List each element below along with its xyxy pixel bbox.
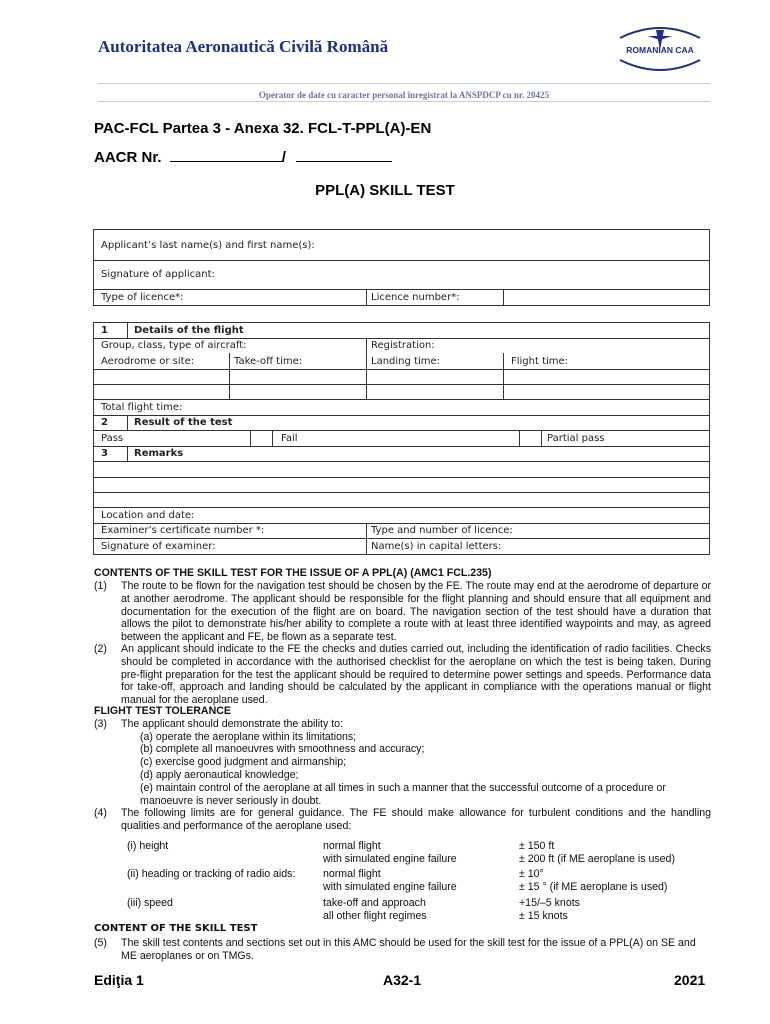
takeoff-time-header: Take-off time: — [234, 356, 303, 367]
limit-value: ± 200 ft (if ME aeroplane is used) — [519, 853, 675, 865]
total-flight-time-field[interactable]: Total flight time: — [101, 402, 183, 413]
aacr-number-row — [94, 147, 392, 166]
licence-type-number-field[interactable]: Type and number of licence: — [371, 525, 513, 536]
location-date-field[interactable]: Location and date: — [101, 510, 195, 521]
ability-item: (c) exercise good judgment and airmanship; — [140, 756, 347, 768]
section-1-title: Details of the flight — [134, 325, 244, 336]
limit-value: ± 15 ° (if ME aeroplane is used) — [519, 881, 668, 893]
operator-note: Operator de date cu caracter personal înregistrat la ANSPDCP cu nr. 20425 — [258, 90, 550, 100]
para-1-number: (1) — [94, 580, 107, 592]
section-2-number: 2 — [101, 417, 108, 428]
limit-condition: with simulated engine failure — [323, 853, 457, 865]
caa-emblem-icon — [608, 20, 712, 76]
header-divider — [98, 83, 710, 84]
limit-value: +15/–5 knots — [519, 897, 580, 909]
aacr-label: AACR Nr. — [94, 149, 162, 166]
contents-heading: CONTENTS OF THE SKILL TEST FOR THE ISSUE OF A PPL(A) (AMC1 FCL.235) — [94, 567, 492, 579]
limit-condition: all other flight regimes — [323, 910, 427, 922]
document-reference: PAC-FCL Partea 3 - Anexa 32. FCL-T-PPL(A)-EN — [94, 120, 432, 137]
ability-item: (b) complete all manoeuvres with smoothness and accuracy; — [140, 743, 425, 755]
limit-condition: take-off and approach — [323, 897, 426, 909]
para-1: The route to be flown for the navigation test should be chosen by the FE. The route may end at the aerodrome of departure or at another aerodrome. The applicant should be responsible for the flight planning and should ensure that all equipment and documentation for the execution of the flight are on board. The navigation section of the test should have a duration that allows the pilot to demonstrate his/her ability to complete a route with at least three identified waypoints and may, as agreed between the applicant and FE, be flown as a separate test. — [121, 580, 711, 644]
para-5-number: (5) — [94, 937, 107, 949]
authority-name: Autoritatea Aeronautică Civilă Română — [98, 37, 389, 56]
landing-time-header: Landing time: — [371, 356, 440, 367]
limit-parameter: (ii) heading or tracking of radio aids: — [127, 868, 296, 880]
aacr-number-field[interactable] — [170, 147, 282, 162]
flight-time-header: Flight time: — [511, 356, 569, 367]
limit-value: ± 10° — [519, 868, 544, 880]
ability-item: (a) operate the aeroplane within its limitations; — [140, 731, 357, 743]
aacr-year-field[interactable] — [296, 147, 392, 162]
pass-checkbox[interactable] — [251, 431, 272, 446]
licence-type-field[interactable]: Type of licence*: — [101, 292, 184, 303]
para-3: The applicant should demonstrate the ability to: — [121, 718, 344, 730]
tolerance-heading: FLIGHT TEST TOLERANCE — [94, 705, 231, 717]
para-4: The following limits are for general guidance. The FE should make allowance for turbulent conditions and the handling qualities and performance of the aeroplane used: — [121, 807, 711, 832]
para-2: An applicant should indicate to the FE the checks and duties carried out, including the identification of radio facilities. Checks should be completed in accordance with the authorised checklist for the aeroplane on which the test is being taken. During pre-flight preparation for the test the applicant should be required to determine power settings and speeds. Performance data for take-off, approach and landing should be calculated by the applicant in compliance with the operations manual or flight manual for the aeroplane used. — [121, 643, 711, 707]
page-title: PPL(A) SKILL TEST — [315, 182, 455, 199]
limit-condition: normal flight — [323, 868, 381, 880]
year: 2021 — [674, 972, 706, 988]
para-3-number: (3) — [94, 718, 107, 730]
header-divider — [98, 101, 710, 102]
page-number: A32-1 — [383, 972, 422, 988]
limit-value: ± 150 ft — [519, 840, 555, 852]
fail-checkbox[interactable] — [520, 431, 541, 446]
fail-label: Fail — [281, 433, 298, 444]
licence-number-input[interactable] — [504, 290, 709, 305]
partial-pass-label: Partial pass — [547, 433, 605, 444]
section-1-number: 1 — [101, 325, 108, 336]
pass-label: Pass — [101, 433, 124, 444]
para-4-number: (4) — [94, 807, 107, 819]
ability-item: (e) maintain control of the aeroplane at all times in such a manner that the successful outcome of a procedure or manoeuvre is never seriously in doubt. — [140, 782, 666, 807]
applicant-signature-field[interactable]: Signature of applicant: — [101, 269, 215, 280]
limit-parameter: (i) height — [127, 840, 169, 852]
remarks-field[interactable] — [94, 462, 709, 507]
aircraft-group-field[interactable]: Group, class, type of aircraft: — [101, 340, 247, 351]
capital-names-field[interactable]: Name(s) in capital letters: — [371, 541, 502, 552]
para-2-number: (2) — [94, 643, 107, 655]
examiner-signature-field[interactable]: Signature of examiner: — [101, 541, 216, 552]
flight-log-rows[interactable] — [94, 370, 709, 399]
section-3-title: Remarks — [134, 448, 184, 459]
aacr-separator: / — [281, 149, 286, 166]
section-3-number: 3 — [101, 448, 108, 459]
section-2-title: Result of the test — [134, 417, 233, 428]
aerodrome-header: Aerodrome or site: — [101, 356, 195, 367]
logo-text: ROMANIAN CAA — [626, 45, 694, 55]
romanian-caa-logo — [608, 20, 712, 76]
para-5: The skill test contents and sections set out in this AMC should be used for the skill test for the issue of a PPL(A) on SE and ME aeroplanes or on TMGs. — [121, 937, 696, 962]
limit-condition: with simulated engine failure — [323, 881, 457, 893]
applicant-name-field[interactable]: Applicant’s last name(s) and first name(s): — [101, 240, 315, 251]
content-heading: CONTENT OF THE SKILL TEST — [94, 923, 258, 934]
limit-parameter: (iii) speed — [127, 897, 173, 909]
limit-condition: normal flight — [323, 840, 381, 852]
edition: Ediţia 1 — [94, 972, 144, 988]
licence-number-label: Licence number*: — [371, 292, 460, 303]
examiner-certificate-field[interactable]: Examiner’s certificate number *: — [101, 525, 265, 536]
ability-item: (d) apply aeronautical knowledge; — [140, 769, 299, 781]
registration-field[interactable]: Registration: — [371, 340, 435, 351]
limit-value: ± 15 knots — [519, 910, 568, 922]
